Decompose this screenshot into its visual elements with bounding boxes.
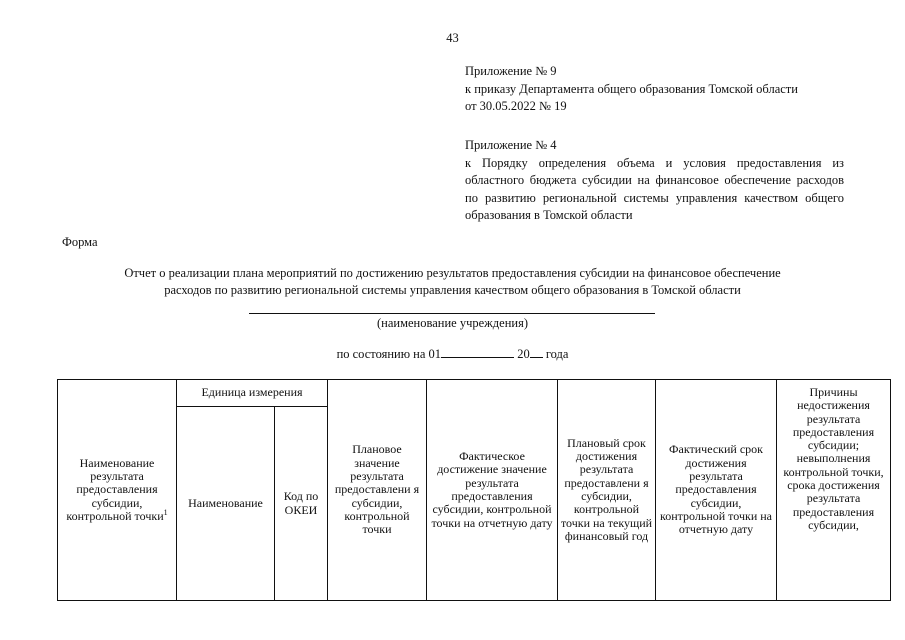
page-number: 43: [446, 31, 459, 45]
header-actual-date: Фактический срок достижения результата предоставления субсидии, контрольной точки на отчетную дату: [656, 380, 777, 601]
appendix-4-title: Приложение № 4: [465, 138, 557, 152]
report-title-line-2: расходов по развитию региональной системы управления качеством общего образования в Томской области: [164, 283, 741, 297]
header-unit-code: Код по ОКЕИ: [275, 407, 328, 601]
report-title-line-1: Отчет о реализации плана мероприятий по достижению результатов предоставления субсидии на финансовое обеспечение: [124, 266, 781, 280]
appendix-9-title: Приложение № 9: [465, 64, 557, 78]
header-actual-value: Фактическое достижение значение результата предоставления субсидии, контрольной точки на отчетную дату: [427, 380, 558, 601]
form-label: Форма: [62, 235, 98, 249]
appendix-9-block: [465, 63, 844, 116]
header-unit-group: Единица измерения: [177, 380, 328, 407]
appendix-9-date: от 30.05.2022 № 19: [465, 99, 567, 113]
date-year-prefix: 20: [517, 347, 530, 361]
date-suffix: года: [545, 347, 569, 361]
footnote-marker: 1: [163, 507, 168, 517]
header-planned-value: Плановое значение результата предоставлени я субсидии, контрольной точки: [328, 380, 427, 601]
header-planned-date: Плановый срок достижения результата предоставлени я субсидии, контрольной точки на текущий финансовый год: [558, 380, 656, 601]
institution-caption: (наименование учреждения): [377, 316, 528, 330]
appendix-9-order: к приказу Департамента общего образования Томской области: [465, 81, 798, 96]
appendix-4-body: к Порядку определения объема и условия предоставления из областного бюджета субсидии на финансовое обеспечение расходов по развитию региональной системы управления качеством общего образования в Томской области: [465, 155, 844, 222]
report-date-line: [0, 346, 905, 362]
header-unit-name: Наименование: [177, 407, 275, 601]
date-prefix: по состоянию на 01: [336, 347, 442, 361]
date-year-blank: [530, 346, 543, 358]
appendix-4-block: [465, 137, 844, 225]
report-title: [60, 265, 845, 299]
date-day-month-blank: [441, 346, 514, 358]
report-table: [57, 379, 891, 601]
header-result-name: Наименование результата предоставления субсидии, контрольной точки$^1$: [58, 380, 177, 601]
header-reasons: Причины недостижения результата предоставления субсидии; невыполнения контрольной точки, срока достижения результата предоставления субсидии,: [777, 380, 891, 601]
institution-name-line: [249, 313, 655, 314]
